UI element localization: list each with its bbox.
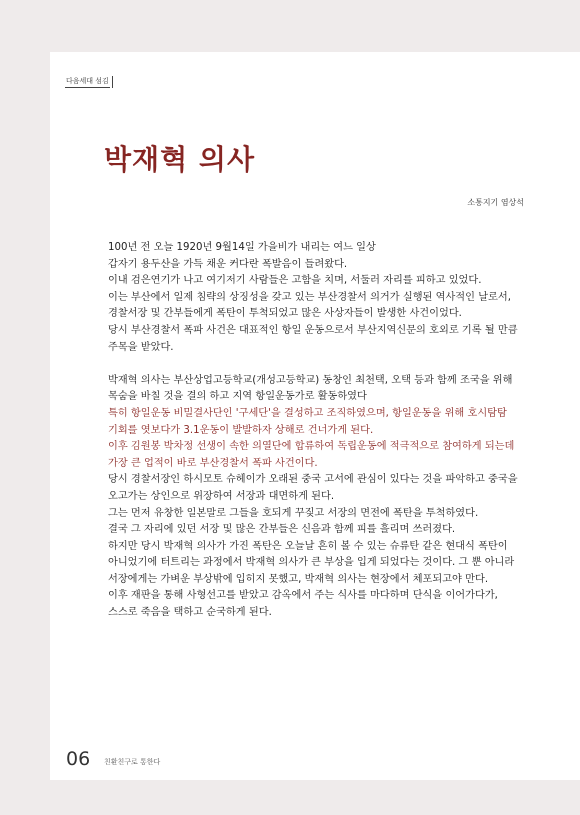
paragraph: 갑자기 용두산을 가득 채운 커다란 폭발음이 들려왔다. [108,258,348,270]
paragraph: 결국 그 자리에 있던 서장 및 많은 간부들은 신음과 함께 피를 흘리며 쓰러졌다. [108,524,456,536]
section-tag-divider [112,76,113,88]
paragraph: 100년 전 오늘 1920년 9월14일 가을비가 내리는 여느 일상 [108,242,376,253]
paragraph: 이내 검은연기가 나고 여기저기 사람들은 고함을 치며, 서둘러 자리를 피하고 있었다. [108,275,482,287]
article-title: 박재혁 의사 [104,143,255,176]
paragraph: 이후 재판을 통해 사형선고를 받았고 감옥에서 주는 식사를 마다하며 단식을 이어가다가, 스스로 죽음을 택하고 순국하게 된다. [108,590,498,619]
section-tag [65,76,110,88]
page-number: 06 [66,748,91,770]
paragraph: 박재혁 의사는 부산상업고등학교(개성고등학교) 동창인 최천택, 오택 등과 함께 조국을 위해 목숨을 바칠 것을 결의 하고 지역 항일운동가로 활동하였다 [108,374,513,403]
article-author: 소통지기 염상석 [467,198,524,207]
paragraph: 당시 경찰서장인 하시모토 슈헤이가 오래된 중국 고서에 관심이 있다는 것을 파악하고 중국을 오고가는 상인으로 위장하여 서장과 대면하게 된다. [108,474,518,502]
paragraph: 하지만 당시 박재혁 의사가 가진 폭탄은 오늘날 흔히 볼 수 있는 슈류탄 같은 현대식 폭탄이 아니었기에 터트리는 과정에서 박재혁 의사가 큰 부상을 입게 되었다는 것이다. 그 뿐 아니라 서장에게는 가벼운 부상밖에 입히지 못했고, 박재혁 의사는 현장에서 체포되고야 만다. [108,540,515,585]
footer-caption: 친환친구로 통한다 [104,758,161,766]
paragraph: 이는 부산에서 일제 침략의 상징성을 갖고 있는 부산경찰서 의거가 실행된 역사적인 날로서, 경찰서장 및 간부들에게 폭탄이 투척되었고 많은 사상자들이 발생한 사건이었다. [108,291,511,320]
paragraph: 당시 부산경찰서 폭파 사건은 대표적인 항일 운동으로서 부산지역신문의 호외로 기록 될 만큼 주목을 받았다. [108,324,518,353]
paragraph-highlight: 특히 항일운동 비밀결사단인 '구세단'을 결성하고 조직하였으며, 항일운동을 위해 호시탐탐 기회를 엿보다가 3.1운동이 발발하자 상해로 건너가게 된다. [108,407,507,436]
magazine-page [50,52,580,780]
paragraph: 그는 먼저 유창한 일본말로 그들을 호되게 꾸짖고 서장의 면전에 폭탄을 투척하였다. [108,507,479,519]
section-tag-label: 다음세대 섬김 [66,77,109,85]
article-body [108,240,520,622]
paragraph-highlight: 이후 김원봉 박차정 선생이 속한 의열단에 합류하여 독립운동에 적극적으로 참여하게 되는데 가장 큰 업적이 바로 부산경찰서 폭파 사건이다. [108,441,515,469]
